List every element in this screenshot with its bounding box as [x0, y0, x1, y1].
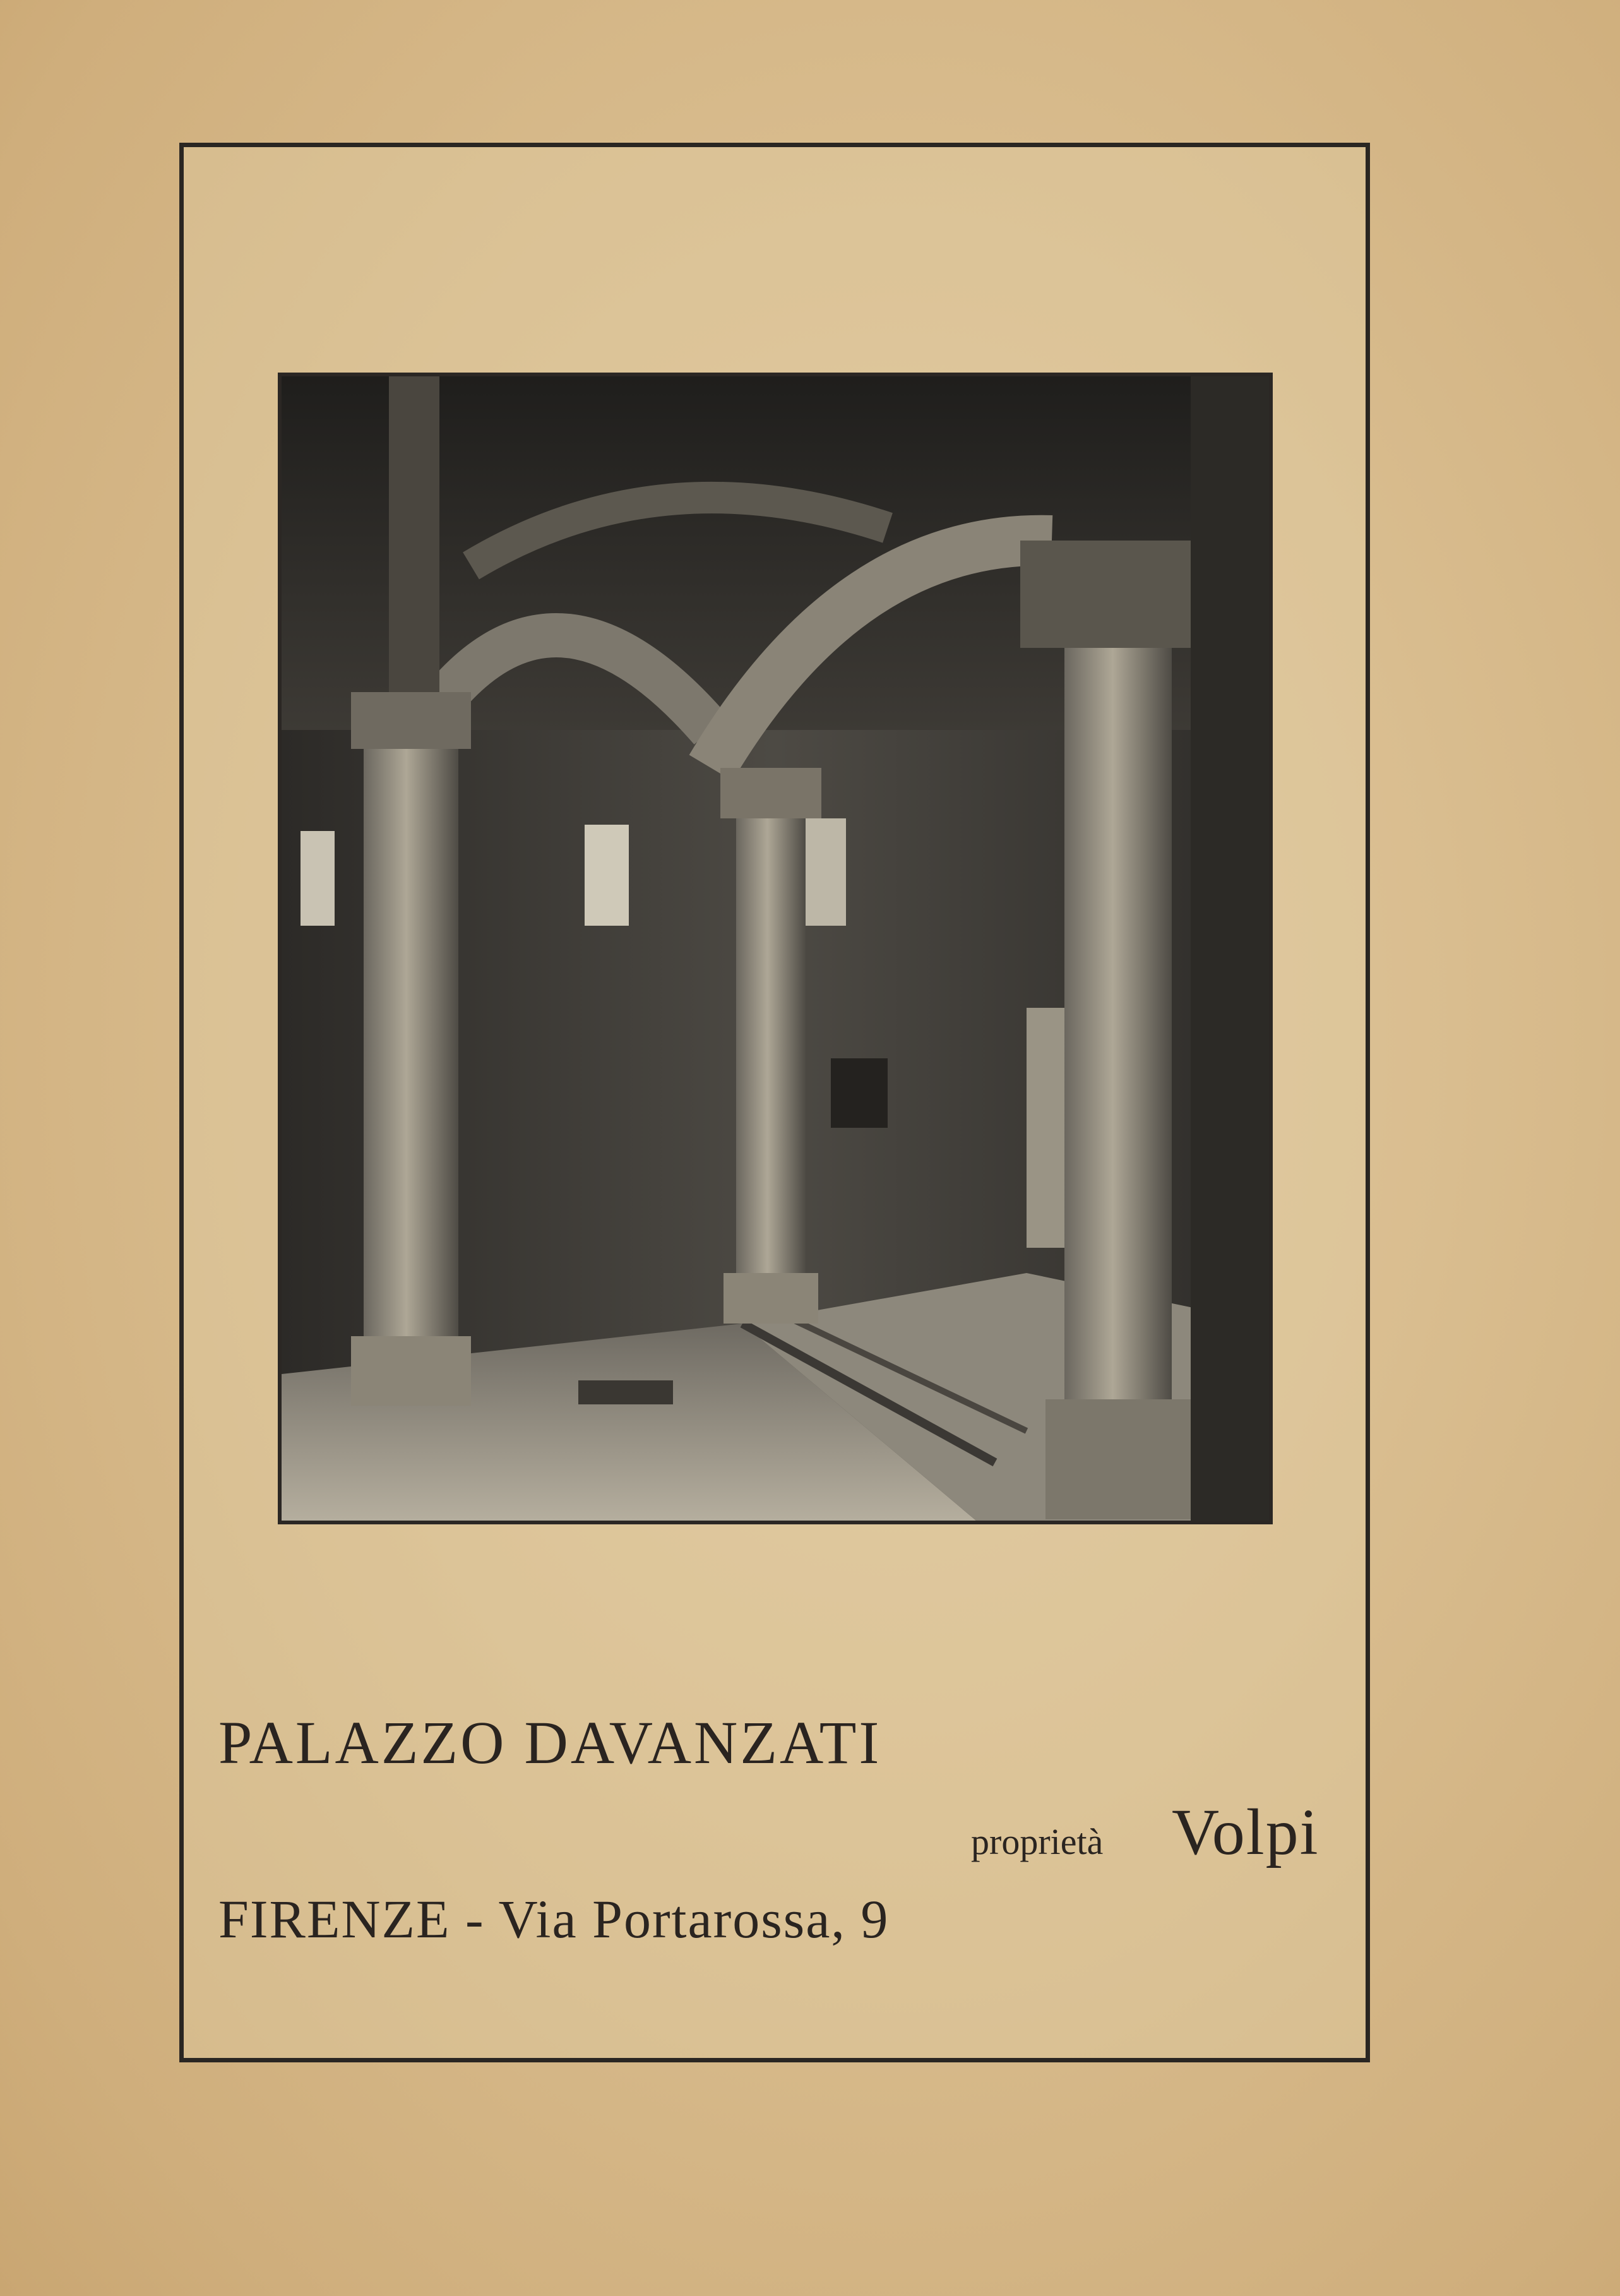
address-line: FIRENZE - Via Portarossa, 9 [218, 1889, 890, 1949]
proprietor-name: Volpi [1172, 1796, 1319, 1868]
photograph-interior-arches [278, 373, 1273, 1524]
page-title: PALAZZO DAVANZATI [218, 1709, 882, 1776]
proprietor-label: proprietà [971, 1821, 1104, 1862]
interior-illustration [282, 376, 1269, 1521]
